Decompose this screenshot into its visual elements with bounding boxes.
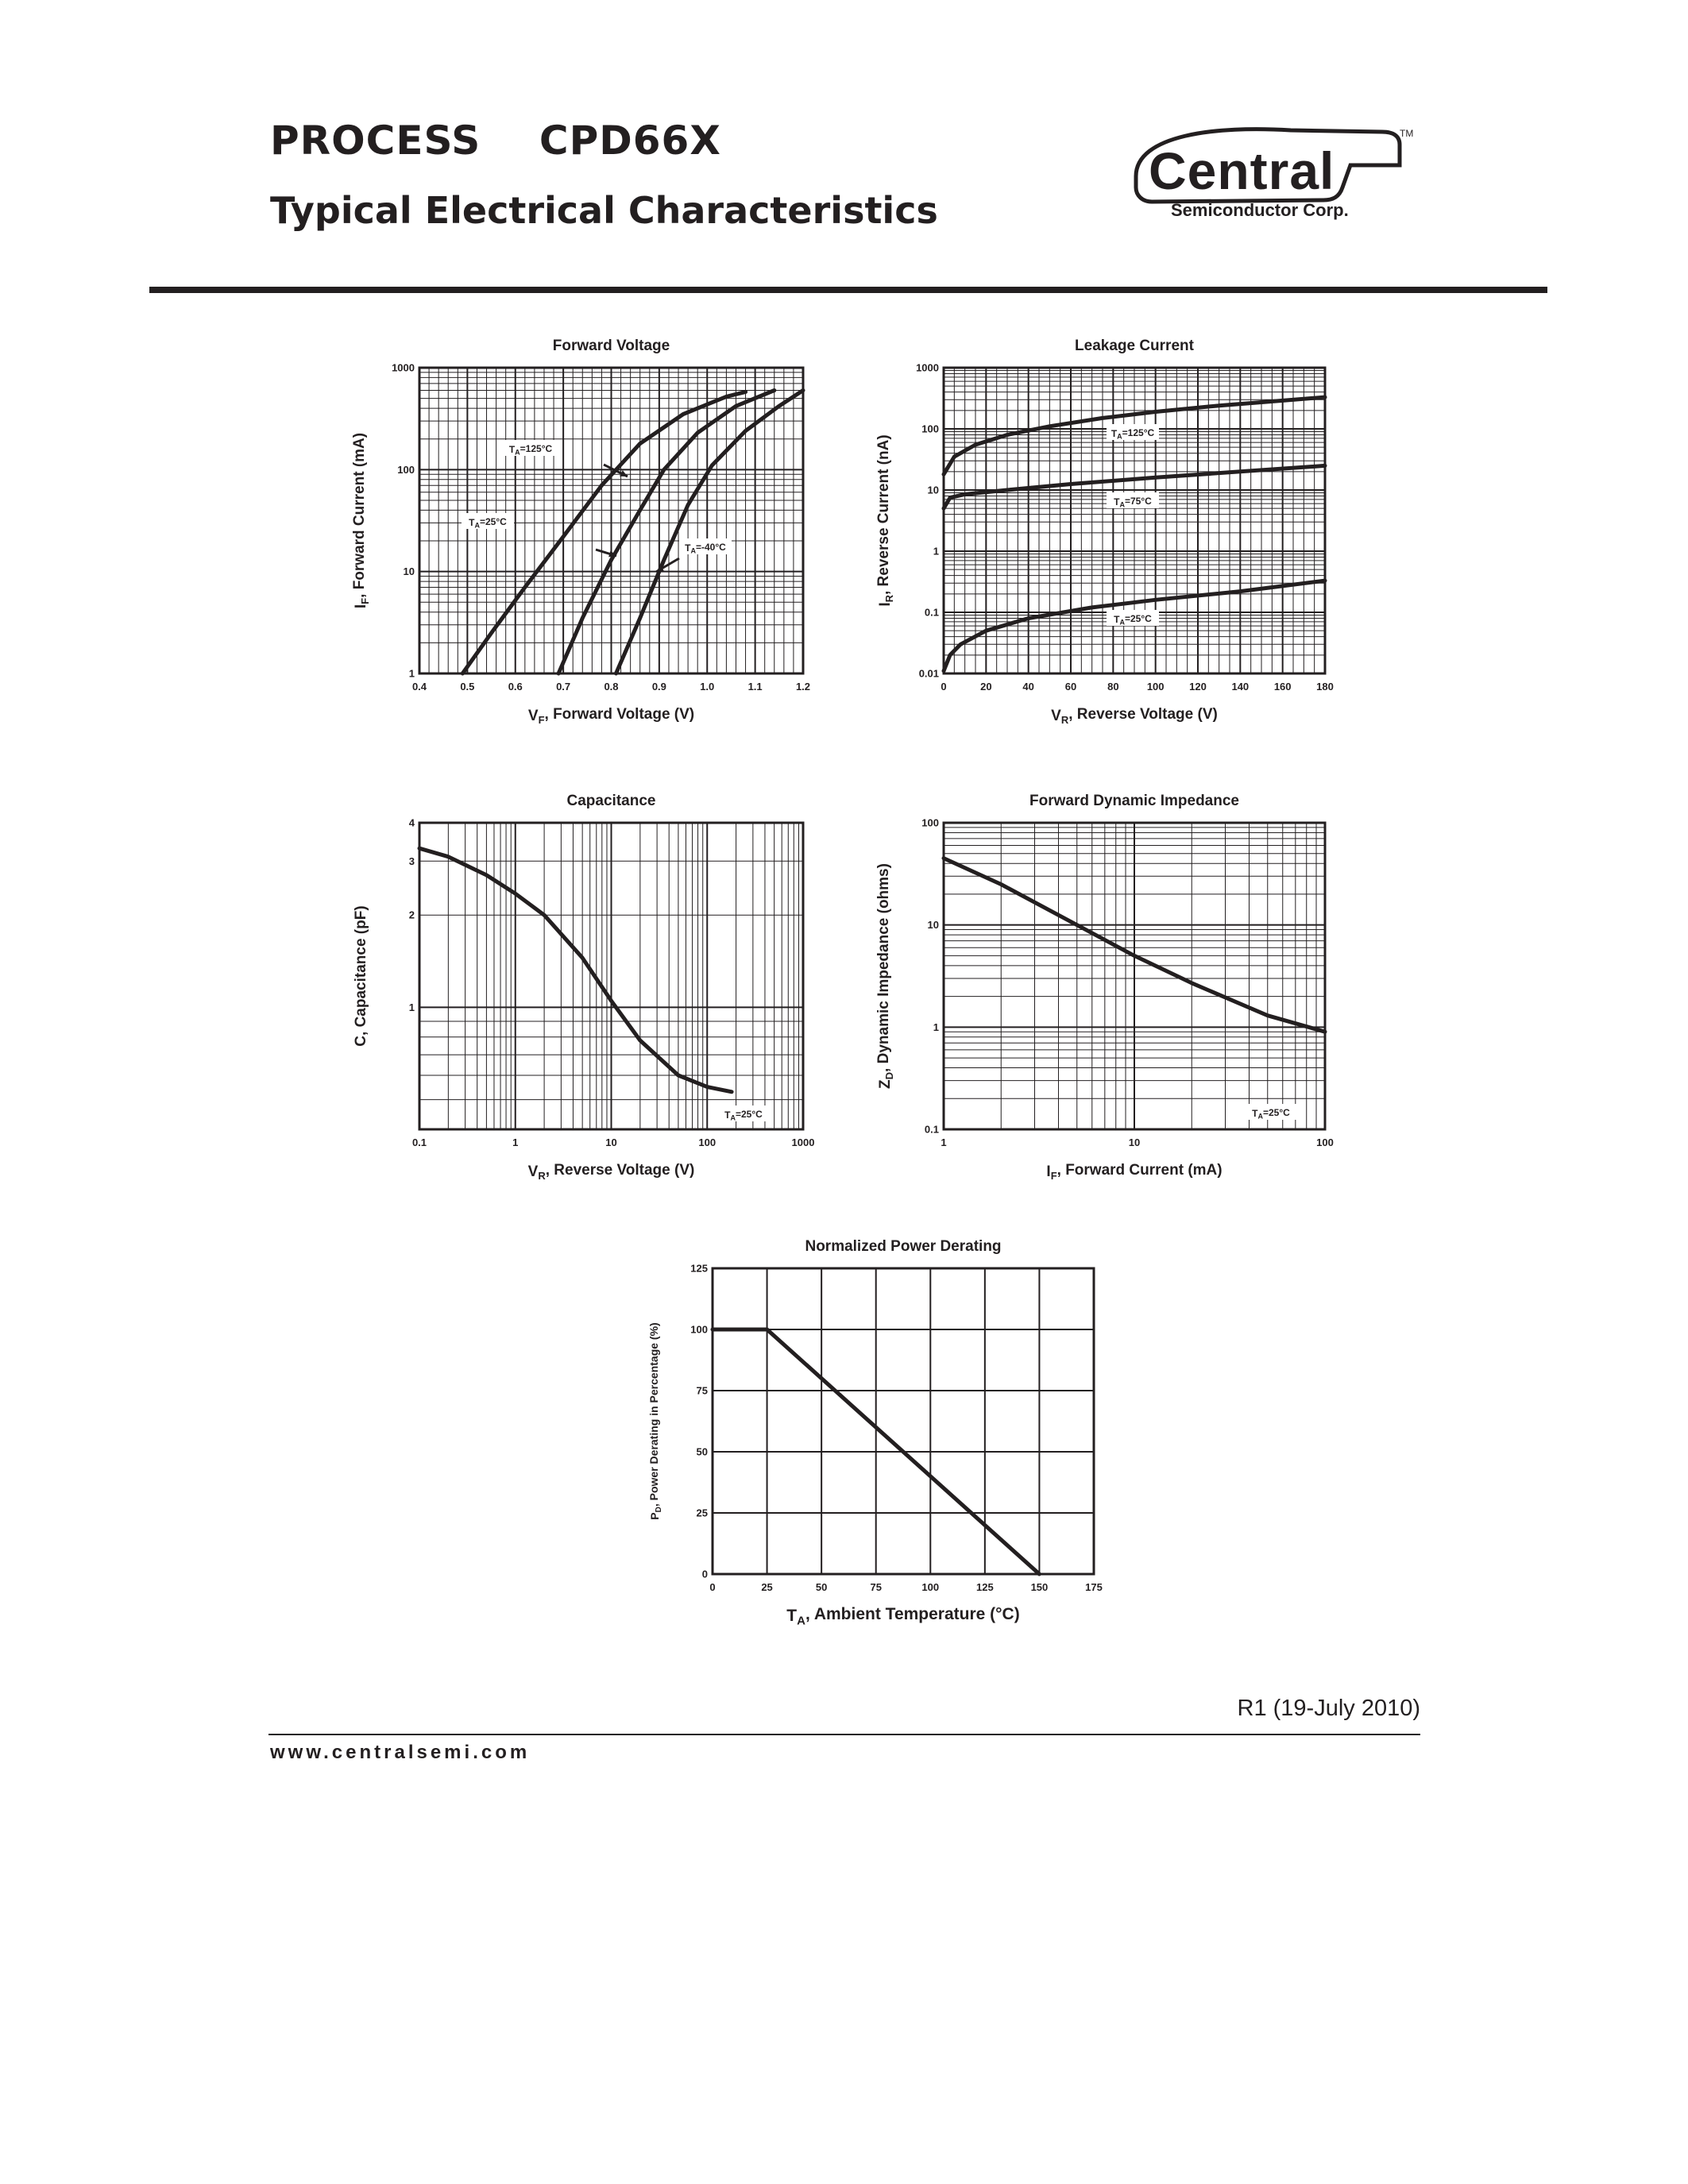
x-tick-label: 1.0	[700, 681, 715, 693]
part-number: CPD66X	[539, 118, 721, 164]
x-tick-label: 140	[1231, 681, 1250, 693]
process-label: PROCESS	[270, 118, 481, 164]
y-tick-label: 10	[927, 484, 939, 496]
y-tick-label: 100	[921, 816, 939, 829]
annotation-label: $T_A=25^\circ C$	[469, 516, 507, 530]
y-tick-label: 4	[408, 816, 415, 829]
x-tick-label: 100	[1316, 1136, 1334, 1148]
x-tick-label: 50	[815, 1581, 828, 1593]
x-tick-label: 60	[1064, 681, 1077, 693]
y-tick-label: 2	[408, 909, 415, 921]
x-tick-label: 20	[980, 681, 992, 693]
logo-main-text: Central	[1149, 141, 1335, 200]
x-tick-label: 180	[1316, 681, 1334, 693]
revision-text: R1 (19-July 2010)	[1237, 1696, 1420, 1721]
y-tick-label: 1	[408, 667, 415, 680]
x-tick-label: 0.8	[604, 681, 619, 693]
x-tick-label: 0	[941, 681, 947, 693]
chart-capacitance	[353, 793, 814, 1182]
x-tick-label: 100	[921, 1581, 940, 1593]
y-tick-label: 3	[408, 855, 415, 867]
y-axis-label: C, Capacitance (pF)	[353, 905, 369, 1047]
y-tick-label: 1000	[392, 361, 415, 374]
y-axis-label: $I_R$, Reverse Current (nA)	[875, 434, 895, 607]
x-tick-label: 25	[761, 1581, 773, 1593]
x-tick-label: 125	[976, 1581, 994, 1593]
y-tick-label: 25	[696, 1507, 708, 1519]
page-subtitle: Typical Electrical Characteristics	[270, 189, 938, 232]
grid	[944, 823, 1325, 1129]
plot-area	[713, 1268, 1094, 1574]
y-tick-label: 50	[696, 1445, 708, 1458]
x-tick-label: 0.7	[556, 681, 571, 693]
x-tick-label: 10	[605, 1136, 617, 1148]
y-axis-label: $Z_D$, Dynamic Impedance (ohms)	[875, 863, 895, 1089]
x-tick-label: 120	[1189, 681, 1207, 693]
x-tick-label: 0.5	[460, 681, 475, 693]
x-tick-label: 100	[1146, 681, 1165, 693]
x-tick-label: 100	[698, 1136, 717, 1148]
annotation-label: $T_A=125^\circ C$	[1111, 427, 1155, 441]
y-tick-label: 1	[933, 1021, 939, 1033]
x-axis-label: $I_F$, Forward Current (mA)	[1046, 1162, 1223, 1182]
x-axis-label: $V_R$, Reverse Voltage (V)	[1051, 706, 1218, 726]
x-tick-label: 1.1	[747, 681, 763, 693]
website-link[interactable]: www.centralsemi.com	[270, 1742, 531, 1763]
annotation-label: $T_A=-40^\circ C$	[685, 542, 726, 555]
y-tick-label: 1	[408, 1001, 415, 1013]
x-tick-label: 0.1	[411, 1136, 427, 1148]
chart-leakage-current	[875, 338, 1334, 726]
y-tick-label: 1000	[916, 361, 939, 374]
x-tick-label: 0.9	[651, 681, 666, 693]
logo-sub-text: Semiconductor Corp.	[1171, 200, 1349, 220]
chart-forward-dynamic-impedance	[875, 793, 1334, 1182]
x-axis-label: $V_R$, Reverse Voltage (V)	[527, 1162, 695, 1182]
y-tick-label: 0	[701, 1568, 708, 1580]
x-tick-label: 150	[1030, 1581, 1049, 1593]
x-tick-label: 1000	[791, 1136, 815, 1148]
y-tick-label: 0.01	[918, 667, 939, 680]
x-tick-label: 0.6	[508, 681, 523, 693]
y-tick-label: 125	[690, 1262, 708, 1275]
annotation-label: $T_A=25^\circ C$	[1252, 1107, 1290, 1121]
x-tick-label: 40	[1022, 681, 1034, 693]
x-tick-label: 0.4	[411, 681, 427, 693]
chart-power-derating	[647, 1238, 1103, 1628]
annotation-label: $T_A=125^\circ C$	[508, 443, 553, 457]
chart-title: Capacitance	[566, 793, 656, 809]
logo-tm: TM	[1400, 128, 1414, 139]
annotation-label: $T_A=25^\circ C$	[724, 1109, 763, 1122]
y-tick-label: 0.1	[924, 1123, 939, 1136]
y-tick-label: 1	[933, 545, 939, 558]
chart-forward-voltage	[351, 338, 810, 726]
chart-title: Forward Voltage	[552, 338, 670, 354]
x-tick-label: 0	[709, 1581, 716, 1593]
y-tick-label: 100	[921, 423, 939, 435]
chart-title: Normalized Power Derating	[805, 1238, 1002, 1255]
footer-rule	[268, 1734, 1420, 1735]
y-axis-label: $I_F$, Forward Current (mA)	[351, 432, 371, 609]
y-tick-label: 100	[690, 1323, 708, 1336]
y-tick-label: 10	[927, 919, 939, 932]
chart-title: Leakage Current	[1075, 338, 1194, 354]
x-tick-label: 1	[512, 1136, 519, 1148]
x-tick-label: 160	[1273, 681, 1292, 693]
y-tick-label: 0.1	[924, 606, 939, 619]
x-tick-label: 75	[870, 1581, 882, 1593]
x-tick-label: 1.2	[795, 681, 811, 693]
x-axis-label: $T_A$, Ambient Temperature (°C)	[786, 1605, 1020, 1628]
annotation-label: $T_A=75^\circ C$	[1114, 496, 1152, 509]
y-tick-label: 100	[397, 463, 415, 476]
x-tick-label: 80	[1107, 681, 1119, 693]
annotation-label: $T_A=25^\circ C$	[1114, 613, 1152, 627]
y-tick-label: 75	[696, 1384, 708, 1397]
x-tick-label: 10	[1128, 1136, 1141, 1148]
y-axis-label: $P_D$, Power Derating in Percentage (%)	[647, 1322, 663, 1520]
x-axis-label: $V_F$, Forward Voltage (V)	[527, 706, 695, 726]
y-tick-label: 10	[403, 565, 415, 578]
chart-title: Forward Dynamic Impedance	[1029, 793, 1239, 809]
x-tick-label: 175	[1085, 1581, 1103, 1593]
x-tick-label: 1	[941, 1136, 947, 1148]
